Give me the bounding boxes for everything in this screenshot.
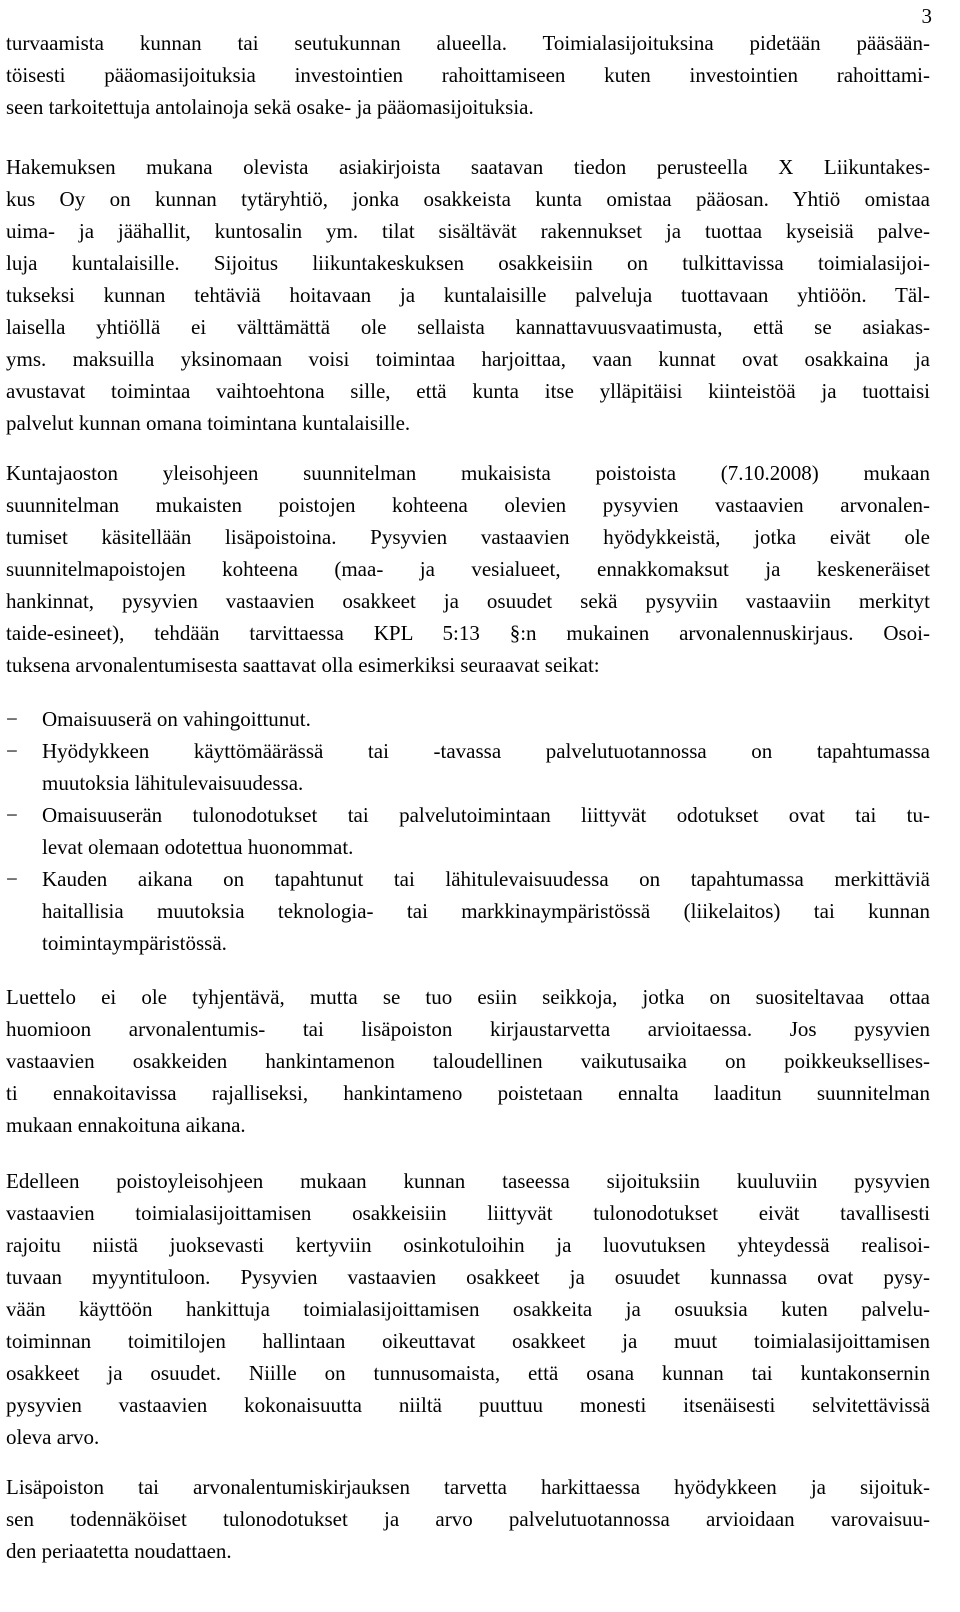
text-line: tumiset käsitellään lisäpoistoina. Pysyvien vastaavien hyödykkeistä, jotka eivät ole <box>6 525 930 549</box>
text-line: palvelut kunnan omana toimintana kuntalaisille. <box>6 411 411 435</box>
dash-marker: − <box>6 803 18 827</box>
text-line: rajoitu niistä juoksevasti kertyviin osinkotuloihin ja luovutuksen yhteydessä realisoi- <box>6 1233 930 1257</box>
dash-marker: − <box>6 739 18 763</box>
text-line: mukaan ennakoituna aikana. <box>6 1113 246 1137</box>
text-line: Omaisuuserän tulonodotukset tai palvelutoimintaan liittyvät odotukset ovat tai tu- <box>42 803 930 827</box>
text-line: suunnitelman mukaisten poistojen kohteena olevien pysyvien vastaavien arvonalen- <box>6 493 930 517</box>
dash-marker: − <box>6 867 18 891</box>
text-line: yms. maksuilla yksinomaan voisi toimintaa harjoittaa, vaan kunnat ovat osakkaina ja <box>6 347 930 371</box>
text-line: levat olemaan odotettua huonommat. <box>42 835 354 859</box>
list-item <box>6 703 930 735</box>
text-line: muutoksia lähitulevaisuudessa. <box>42 771 304 795</box>
text-line: huomioon arvonalentumis- tai lisäpoiston kirjaustarvetta arvioitaessa. Jos pysyvien <box>6 1017 930 1041</box>
text-line: kus Oy on kunnan tytäryhtiö, jonka osakkeista kunta omistaa pääosan. Yhtiö omistaa <box>6 187 930 211</box>
text-line: haitallisia muutoksia teknologia- tai markkinaympäristössä (liikelaitos) tai kunnan <box>42 899 930 923</box>
text-line: tuvaan myyntituloon. Pysyvien vastaavien osakkeet ja osuudet kunnassa ovat pysy- <box>6 1265 930 1289</box>
text-line: sen todennäköiset tulonodotukset ja arvo palvelutuotannossa arvioidaan varovaisuu- <box>6 1507 930 1531</box>
bullet-list <box>6 703 930 959</box>
text-line: ti ennakoitavissa rajalliseksi, hankintameno poistetaan ennalta laaditun suunnitelman <box>6 1081 930 1105</box>
text-line: töisesti pääomasijoituksia investointien rahoittamiseen kuten investointien rahoittami- <box>6 63 930 87</box>
paragraph-4 <box>6 981 930 1141</box>
text-line: Edelleen poistoyleisohjeen mukaan kunnan taseessa sijoituksiin kuuluviin pysyvien <box>6 1169 930 1193</box>
text-line: vastaavien osakkeiden hankintamenon taloudellinen vaikutusaika on poikkeuksellises- <box>6 1049 930 1073</box>
text-line: toiminnan toimitilojen hallintaan oikeuttavat osakkeet ja muut toimialasijoittamisen <box>6 1329 930 1353</box>
text-line: vastaavien toimialasijoittamisen osakkeisiin liittyvät tulonodotukset eivät tavallisesti <box>6 1201 930 1225</box>
text-line: Hyödykkeen käyttömäärässä tai -tavassa palvelutuotannossa on tapahtumassa <box>42 739 930 763</box>
text-line: pysyvien vastaavien kokonaisuutta niiltä puuttuu monesti itsenäisesti selvitettävissä <box>6 1393 930 1417</box>
text-line: uima- ja jäähallit, kuntosalin ym. tilat sisältävät rakennukset ja tuottaa kyseisiä palve- <box>6 219 930 243</box>
page-number: 3 <box>921 4 932 28</box>
text-line: toimintaympäristössä. <box>42 931 227 955</box>
text-line: vään käyttöön hankittuja toimialasijoittamisen osakkeita ja osuuksia kuten palvelu- <box>6 1297 930 1321</box>
paragraph-1 <box>6 27 930 123</box>
list-item <box>6 799 930 863</box>
text-line: turvaamista kunnan tai seutukunnan alueella. Toimialasijoituksina pidetään pääsään- <box>6 31 930 55</box>
paragraph-6 <box>6 1471 930 1567</box>
text-line: Lisäpoiston tai arvonalentumiskirjauksen tarvetta harkittaessa hyödykkeen ja sijoituk- <box>6 1475 930 1499</box>
text-line: Hakemuksen mukana olevista asiakirjoista saatavan tiedon perusteella X Liikuntakes- <box>6 155 930 179</box>
text-line: avustavat toimintaa vaihtoehtona sille, että kunta itse ylläpitäisi kiinteistöä ja tuottaisi <box>6 379 930 403</box>
text-line: hankinnat, pysyvien vastaavien osakkeet ja osuudet sekä pysyviin vastaaviin merkityt <box>6 589 930 613</box>
text-line: Kuntajaoston yleisohjeen suunnitelman mukaisista poistoista (7.10.2008) mukaan <box>6 461 930 485</box>
text-line: den periaatetta noudattaen. <box>6 1539 232 1563</box>
text-line: seen tarkoitettuja antolainoja sekä osake- ja pääomasijoituksia. <box>6 95 534 119</box>
paragraph-2 <box>6 151 930 439</box>
text-line: Omaisuuserä on vahingoittunut. <box>42 707 311 731</box>
text-line: luja kuntalaisille. Sijoitus liikuntakeskuksen osakkeisiin on tulkittavissa toimialasijoi- <box>6 251 930 275</box>
text-line: Kauden aikana on tapahtunut tai lähitulevaisuudessa on tapahtumassa merkittäviä <box>42 867 930 891</box>
dash-marker: − <box>6 707 18 731</box>
paragraph-5 <box>6 1165 930 1453</box>
text-line: suunnitelmapoistojen kohteena (maa- ja vesialueet, ennakkomaksut ja keskeneräiset <box>6 557 930 581</box>
text-line: tukseksi kunnan tehtäviä hoitavaan ja kuntalaisille palveluja tuottavaan yhtiöön. Täl- <box>6 283 930 307</box>
list-item <box>6 863 930 959</box>
text-line: laisella yhtiöllä ei välttämättä ole sellaista kannattavuusvaatimusta, että se asiakas- <box>6 315 930 339</box>
text-line: Luettelo ei ole tyhjentävä, mutta se tuo esiin seikkoja, jotka on suositeltavaa ottaa <box>6 985 930 1009</box>
list-item <box>6 735 930 799</box>
text-line: osakkeet ja osuudet. Niille on tunnusomaista, että osana kunnan tai kuntakonsernin <box>6 1361 930 1385</box>
text-line: oleva arvo. <box>6 1425 100 1449</box>
text-line: taide-esineet), tehdään tarvittaessa KPL 5:13 §:n mukainen arvonalennuskirjaus. Osoi- <box>6 621 930 645</box>
text-line: tuksena arvonalentumisesta saattavat olla esimerkiksi seuraavat seikat: <box>6 653 600 677</box>
paragraph-3 <box>6 457 930 681</box>
